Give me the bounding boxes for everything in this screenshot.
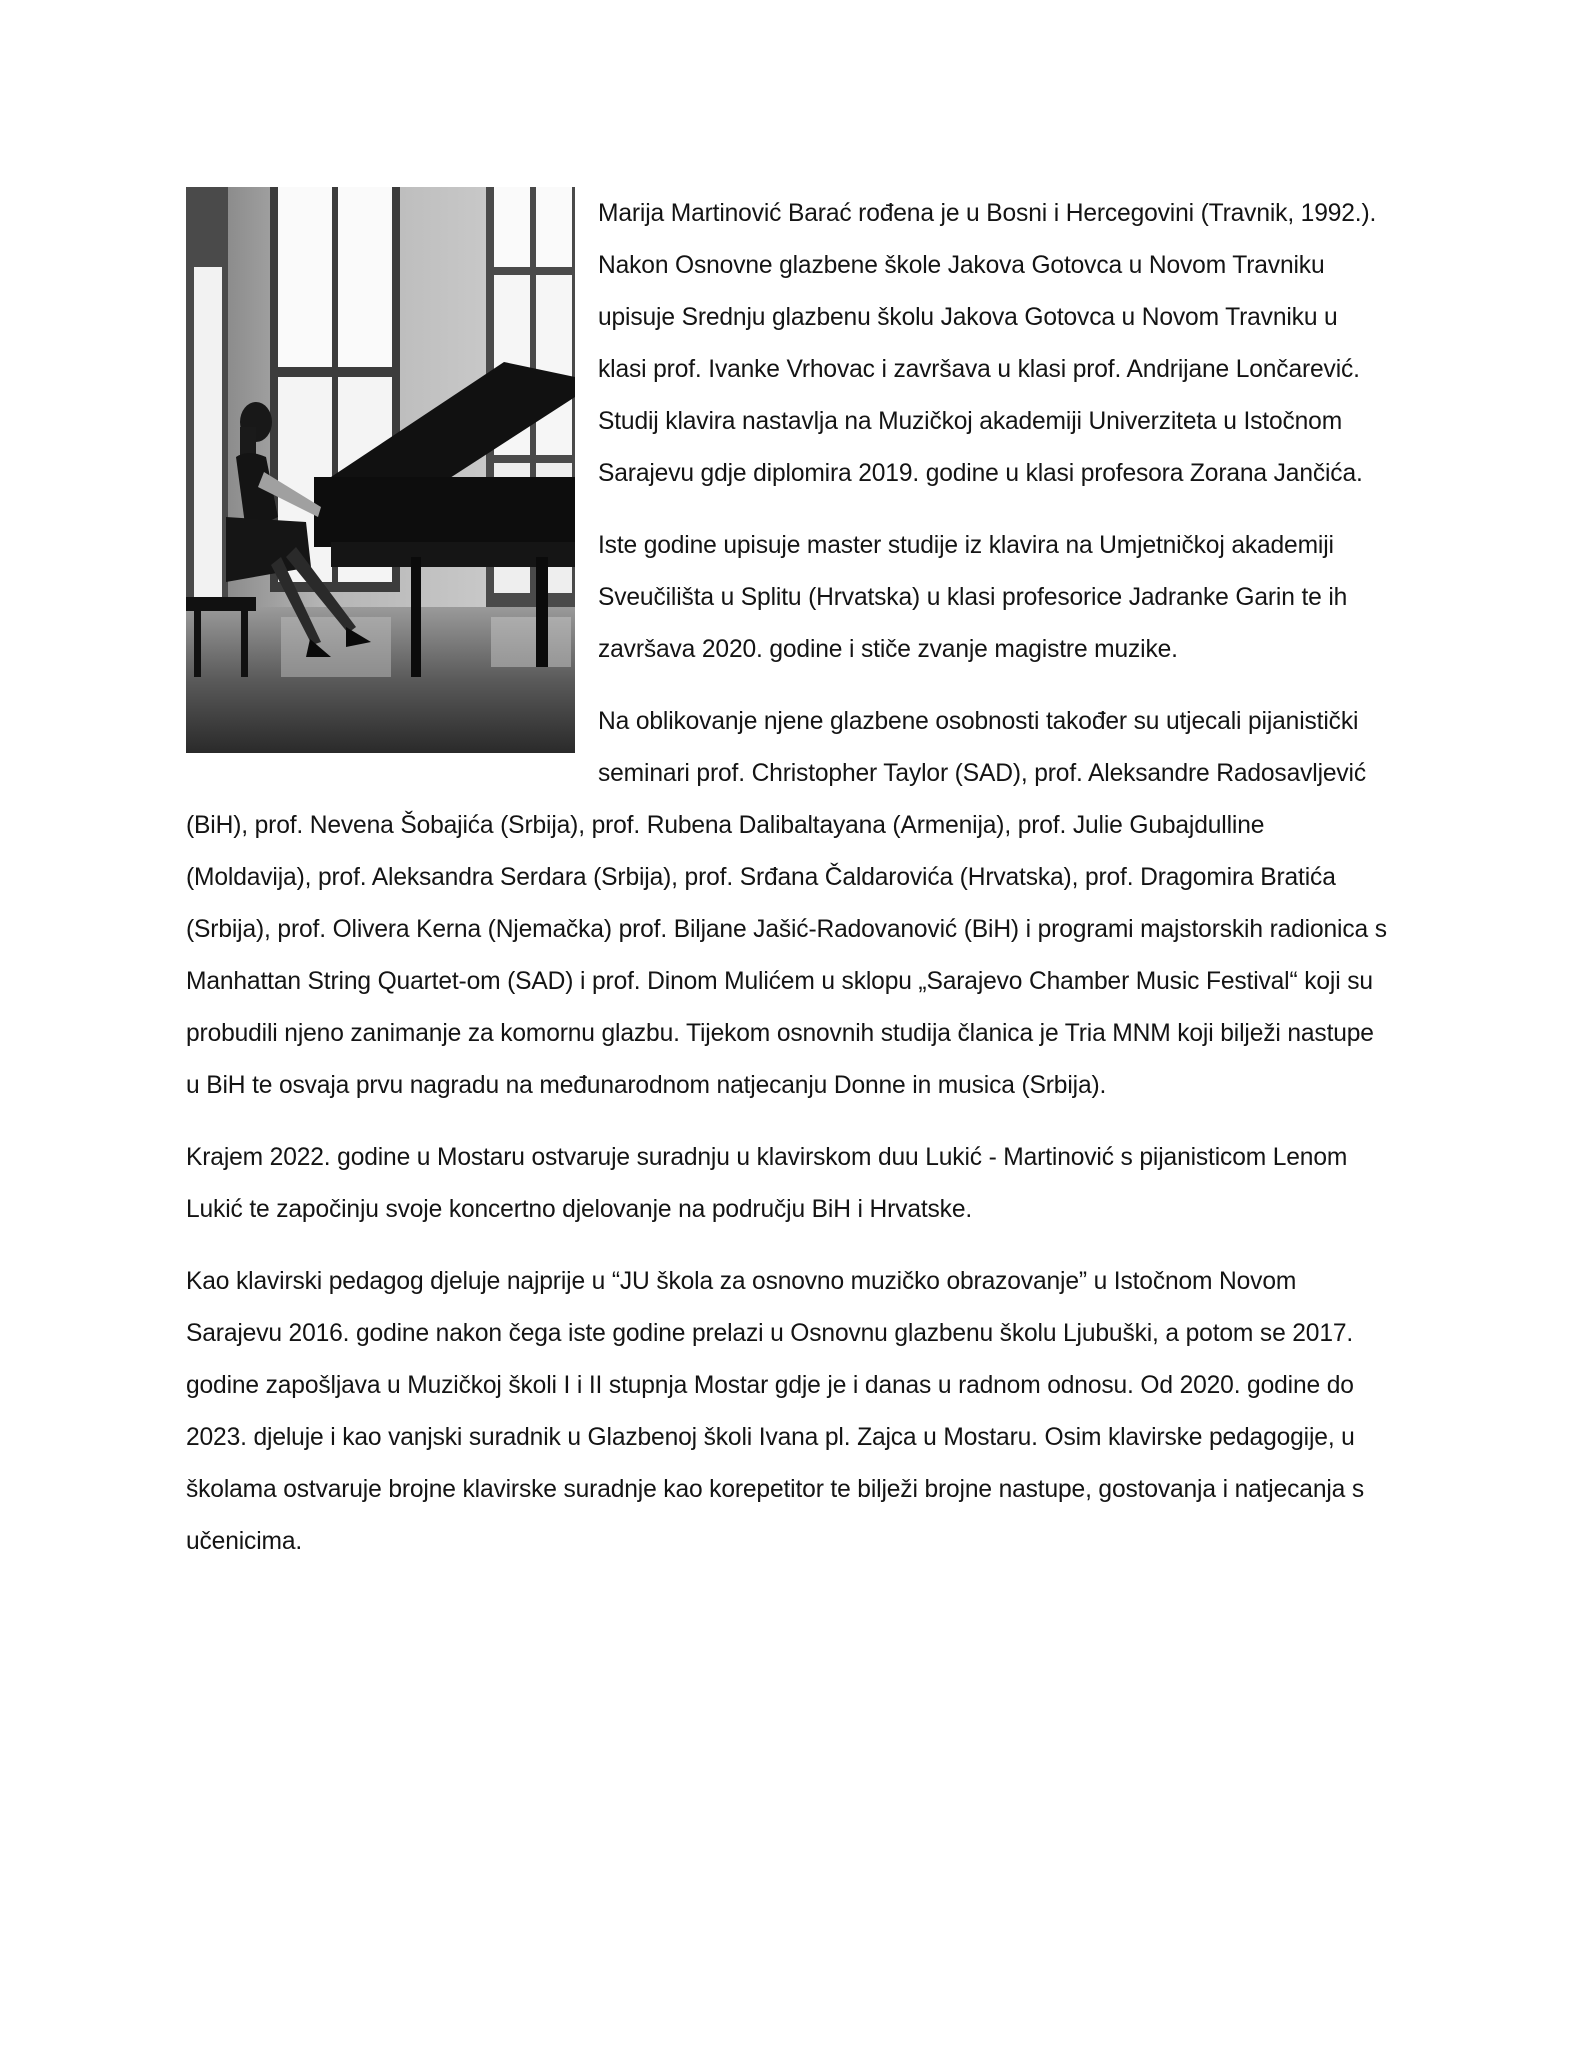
paragraph-3: Na oblikovanje njene glazbene osobnosti također su utjecali pijanistički seminari prof. Christopher Taylor (SAD), prof. Aleksandre Radosavljević (BiH), prof. Nevena Šobajića (Srbija), prof. Rubena Dalibaltayana (Armenija), prof. Julie Gubajdulline (Moldavija), prof. Aleksandra Serdara (Srbija), prof. Srđana Čaldarovića (Hrvatska), prof. Dragomira Bratića (Srbija), prof. Olivera Kerna (Njemačka) prof. Biljane Jašić-Radovanović (BiH) i programi majstorskih radionica s Manhattan String Quartet-om (SAD) i prof. Dinom Mulićem u sklopu „Sarajevo Chamber Music Festival“ koji su probudili njeno zanimanje za komornu glazbu. Tijekom osnovnih studija članica je Tria MNM koji bilježi nastupe u BiH te osvaja prvu nagradu na međunarodnom natjecanju Donne in musica (Srbija). [186,708,1387,1099]
paragraph-2: Iste godine upisuje master studije iz klavira na Umjetničkoj akademiji Sveučilišta u Splitu (Hrvatska) u klasi profesorice Jadranke Garin te ih završava 2020. godine i stiče zvanje magistre muzike. [598,532,1348,663]
biography-text [186,188,1387,1588]
paragraph-4: Krajem 2022. godine u Mostaru ostvaruje suradnju u klavirskom duu Lukić - Martinović s pijanisticom Lenom Lukić te započinju svoje koncertno djelovanje na području BiH i Hrvatske. [186,1144,1348,1223]
photo-spacer [186,188,598,756]
paragraph-5: Kao klavirski pedagog djeluje najprije u “JU škola za osnovno muzičko obrazovanje” u Istočnom Novom Sarajevu 2016. godine nakon čega iste godine prelazi u Osnovnu glazbenu školu Ljubuški, a potom se 2017. godine zapošljava u Muzičkoj školi I i II stupnja Mostar gdje je i danas u radnom odnosu. Od 2020. godine do 2023. djeluje i kao vanjski suradnik u Glazbenoj školi Ivana pl. Zajca u Mostaru. Osim klavirske pedagogije, u školama ostvaruje brojne klavirske suradnje kao korepetitor te bilježi brojne nastupe, gostovanja i natjecanja s učenicima. [186,1268,1365,1555]
paragraph-1: Marija Martinović Barać rođena je u Bosni i Hercegovini (Travnik, 1992.). Nakon Osnovne glazbene škole Jakova Gotovca u Novom Travniku upisuje Srednju glazbenu školu Jakova Gotovca u Novom Travniku u klasi prof. Ivanke Vrhovac i završava u klasi prof. Andrijane Lončarević. Studij klavira nastavlja na Muzičkoj akademiji Univerziteta u Istočnom Sarajevu gdje diplomira 2019. godine u klasi profesora Zorana Jančića. [598,200,1377,487]
